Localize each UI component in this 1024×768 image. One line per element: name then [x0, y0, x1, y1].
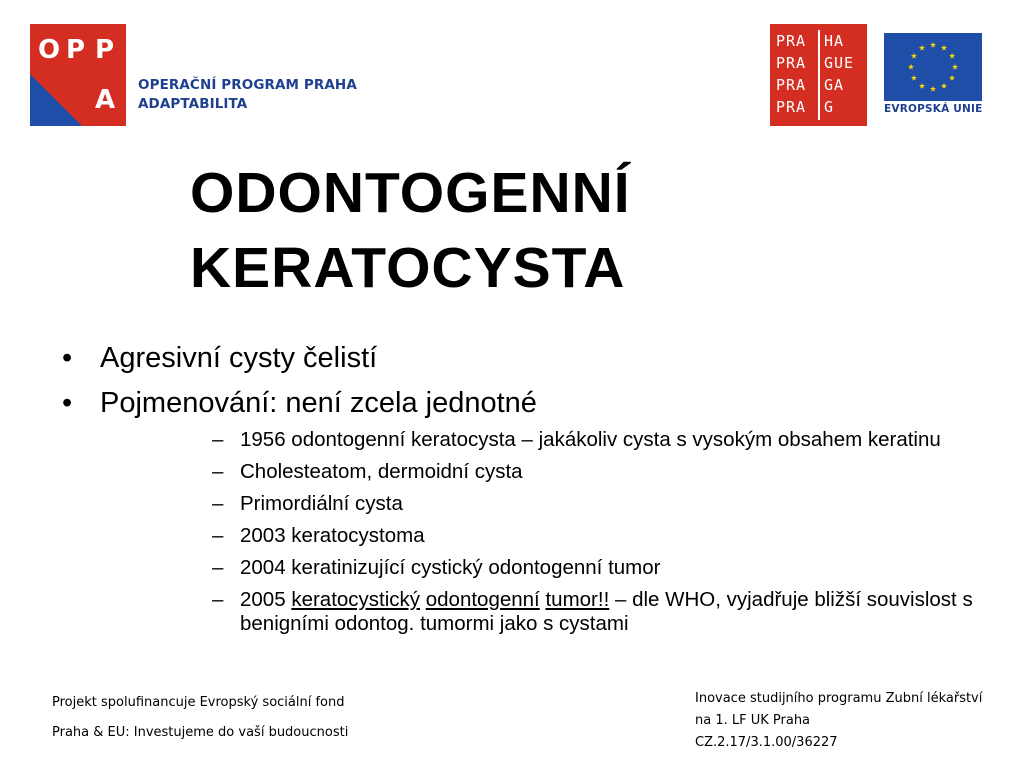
- oppa-letter-a: A: [95, 85, 116, 115]
- dash-marker: –: [212, 428, 224, 451]
- eu-star: [911, 75, 917, 81]
- subbullet-item: [212, 460, 1012, 484]
- footer-left: [52, 688, 348, 748]
- bullet-marker: •: [62, 387, 73, 419]
- dash-marker: –: [212, 524, 224, 547]
- eu-label: EVROPSKÁ UNIE: [884, 103, 983, 115]
- footer-right-line1: Inovace studijního programu Zubní lékařství: [695, 691, 983, 706]
- eu-star: [952, 64, 958, 70]
- subbullet-text: Primordiální cysta: [240, 492, 403, 515]
- dash-marker: –: [212, 556, 224, 579]
- eu-star: [941, 83, 947, 89]
- praha-right-0: HA: [824, 32, 845, 50]
- oppa-letter-p2: P: [95, 35, 115, 65]
- praha-left-3: PRA: [776, 98, 807, 116]
- oppa-program-name: [138, 76, 357, 114]
- subbullet-list: [212, 428, 1012, 636]
- year-2005: 2005: [240, 588, 286, 611]
- term-keratocysticky: keratocystický: [291, 588, 421, 611]
- praha-right-2: GA: [824, 76, 845, 94]
- subbullet-item: [212, 492, 1012, 516]
- subbullet-item: [212, 428, 1012, 452]
- subbullet-text: 2003 keratocystoma: [240, 524, 425, 547]
- subbullet-item: [212, 524, 1012, 548]
- eu-star: [911, 53, 917, 59]
- footer-right: [695, 688, 982, 754]
- eu-star: [908, 64, 914, 70]
- dash-marker: –: [212, 588, 224, 611]
- term-tumor: tumor!!: [545, 588, 610, 611]
- bullet-item: [62, 336, 1012, 381]
- oppa-line1: OPERAČNÍ PROGRAM PRAHA: [138, 77, 357, 93]
- bullet-text: Agresivní cysty čelistí: [100, 342, 378, 374]
- eu-star: [919, 83, 925, 89]
- subbullet-text: 2004 keratinizující cystický odontogenní tumor: [240, 556, 661, 579]
- subbullet-item: [212, 588, 1012, 636]
- slide-title: [190, 156, 631, 306]
- dash-marker: –: [212, 492, 224, 515]
- praha-logo: [770, 24, 867, 126]
- eu-star: [919, 45, 925, 51]
- praha-left-0: PRA: [776, 32, 807, 50]
- eu-star: [930, 86, 936, 92]
- subbullet-text: Cholesteatom, dermoidní cysta: [240, 460, 523, 483]
- bullet-marker: •: [62, 342, 73, 374]
- dash-marker: –: [212, 460, 224, 483]
- eu-star: [930, 42, 936, 48]
- term-odontogenni: odontogenní: [425, 588, 540, 611]
- praha-right-column: [824, 30, 854, 118]
- praha-right-1: GUE: [824, 54, 855, 72]
- subbullet-text: 1956 odontogenní keratocysta – jakákoliv cysta s vysokým obsahem keratinu: [240, 428, 941, 451]
- praha-left-column: [776, 30, 806, 118]
- eu-star: [949, 75, 955, 81]
- who-note: – dle WHO, vyjadřuje bližší souvislost s benigními odontog. tumormi jako s cystami: [240, 588, 973, 635]
- footer-right-line2: na 1. LF UK Praha: [695, 713, 811, 728]
- subbullet-item: [212, 556, 1012, 580]
- praha-divider: [818, 30, 820, 120]
- bullet-list: [62, 336, 1012, 644]
- eu-star: [941, 45, 947, 51]
- praha-left-2: PRA: [776, 76, 807, 94]
- eu-star: [949, 53, 955, 59]
- footer-left-line2: Praha & EU: Investujeme do vaší budoucnosti: [52, 725, 349, 740]
- title-line1: ODONTOGENNÍ: [190, 161, 631, 225]
- eu-flag-icon: [884, 33, 982, 101]
- oppa-logo: [30, 24, 126, 126]
- bullet-text: Pojmenování: není zcela jednotné: [100, 387, 537, 419]
- title-line2: KERATOCYSTA: [190, 236, 626, 300]
- subbullet-text: [240, 588, 973, 635]
- footer-right-line3: CZ.2.17/3.1.00/36227: [695, 735, 838, 750]
- praha-right-3: G: [824, 98, 835, 116]
- footer-left-line1: Projekt spolufinancuje Evropský sociální fond: [52, 695, 345, 710]
- oppa-letter-o: O: [38, 35, 61, 65]
- praha-left-1: PRA: [776, 54, 807, 72]
- oppa-letter-p1: P: [66, 35, 86, 65]
- oppa-line2: ADAPTABILITA: [138, 96, 248, 112]
- bullet-item: [62, 381, 1012, 426]
